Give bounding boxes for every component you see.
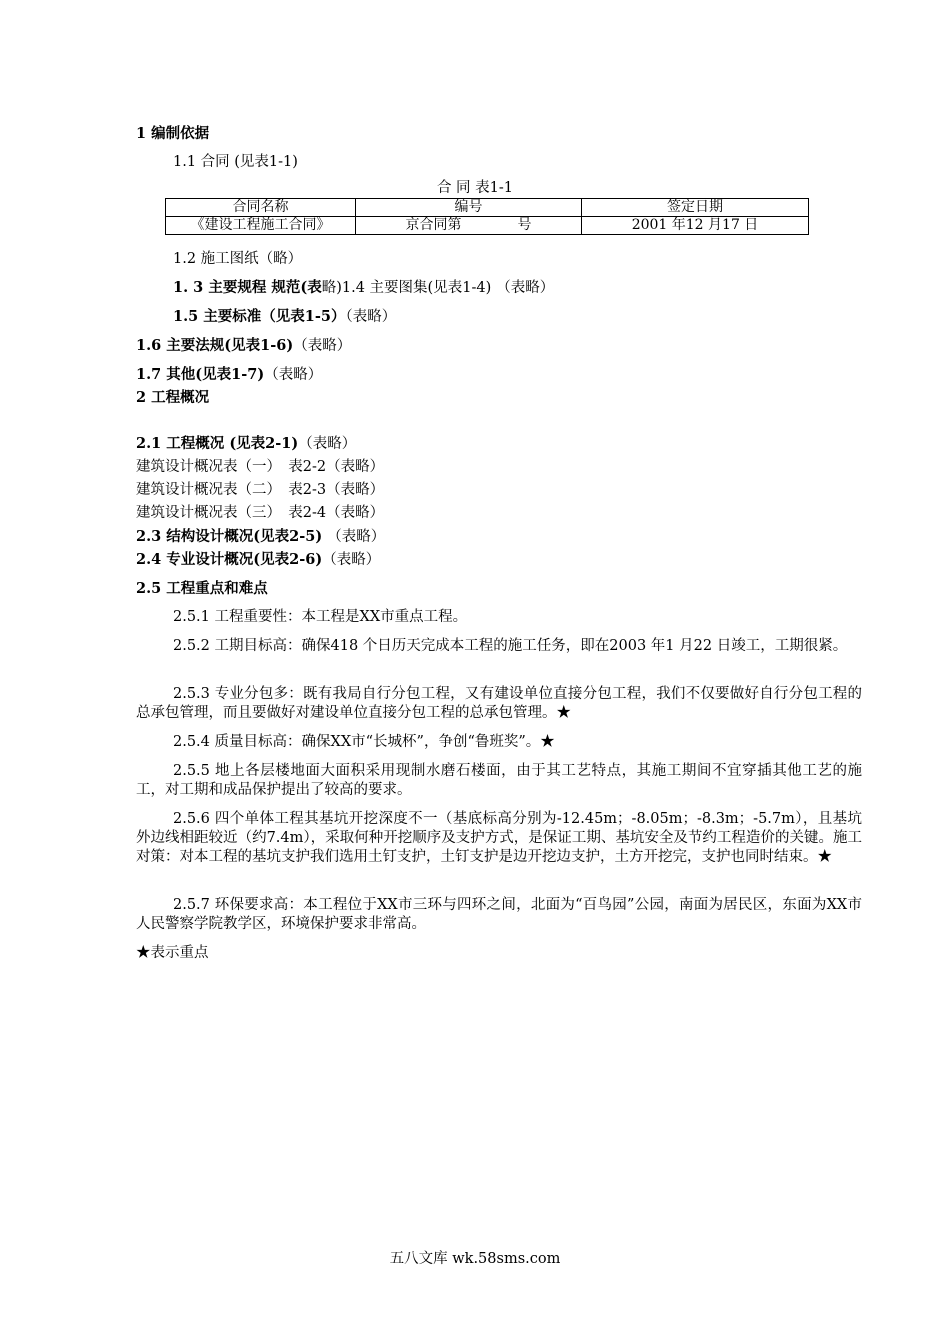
heading-2-4-text: 2.4 专业设计概况(见表2-6) <box>136 551 323 568</box>
heading-2-1-note: （表略） <box>298 436 357 452</box>
heading-1-7-note: （表略） <box>264 367 323 383</box>
paragraph-2-5-6: 2.5.6 四个单体工程其基坑开挖深度不一（基底标高分别为-12.45m；-8.05m；-8.3m；-5.7m），且基坑外边线相距较近（约7.4m），采取何种开挖顺序及支护方式，是保证工期、基坑安全及节约工程造价的关键。施工对策：对本工程的基坑支护我们选用土钉支护，土钉支护是边开挖边支护，土方开挖完，支护也同时结束。★ <box>136 811 862 865</box>
arch-summary-1: 建筑设计概况表（一） 表2-2（表略） <box>136 459 385 475</box>
heading-1-2: 1.2 施工图纸（略） <box>173 251 303 267</box>
heading-2-1-text: 2.1 工程概况 (见表2-1) <box>136 435 299 452</box>
paragraph-2-5-2: 2.5.2 工期目标高：确保418 个日历天完成本工程的施工任务，即在2003 年1 月22 日竣工，工期很紧。 <box>173 638 848 654</box>
heading-2-3-note: （表略） <box>327 529 386 545</box>
heading-1-5-note: （表略） <box>345 309 397 325</box>
table-caption: 合 同 表1-1 <box>436 180 514 196</box>
heading-1-3-mid: 略)1.4 主要图集(见表1-4) <box>321 280 492 296</box>
heading-2-3-text: 2.3 结构设计概况(见表2-5) <box>136 528 323 545</box>
arch-summary-2: 建筑设计概况表（二） 表2-3（表略） <box>136 482 385 498</box>
heading-1-3 <box>173 279 554 297</box>
contract-table <box>165 198 809 235</box>
footer-watermark: 五八文库 wk.58sms.com <box>389 1251 561 1267</box>
heading-2: 2 工程概况 <box>136 389 210 406</box>
heading-1-7 <box>136 366 322 384</box>
legend-note: ★表示重点 <box>136 945 209 961</box>
heading-1-1: 1.1 合同 (见表1-1) <box>173 154 298 170</box>
heading-2-4 <box>136 551 380 569</box>
table-cell: 2001 年12 月17 日 <box>582 217 809 235</box>
heading-2-3 <box>136 528 385 546</box>
heading-1-6 <box>136 337 351 355</box>
table-row <box>166 217 809 235</box>
heading-2-1 <box>136 435 356 453</box>
arch-summary-3: 建筑设计概况表（三） 表2-4（表略） <box>136 505 385 521</box>
heading-1-6-note: （表略） <box>293 338 352 354</box>
heading-1-6-text: 1.6 主要法规(见表1-6) <box>136 337 294 354</box>
table-cell: 京合同第 号 <box>356 217 582 235</box>
table-header-cell: 编号 <box>356 199 582 217</box>
heading-1-3-note: （表略） <box>496 280 555 296</box>
heading-1-7-text: 1.7 其他(见表1-7) <box>136 366 265 383</box>
heading-1: 1 编制依据 <box>136 125 210 142</box>
heading-1-3-text: 1. 3 主要规程 规范(表 <box>173 279 322 296</box>
table-cell: 《建设工程施工合同》 <box>166 217 356 235</box>
paragraph-2-5-3: 2.5.3 专业分包多：既有我局自行分包工程，又有建设单位直接分包工程，我们不仅要做好自行分包工程的总承包管理，而且要做好对建设单位直接分包工程的总承包管理。★ <box>136 686 862 721</box>
heading-2-4-note: （表略） <box>322 552 381 568</box>
heading-1-5 <box>173 308 396 326</box>
table-header-cell: 签定日期 <box>582 199 809 217</box>
heading-1-5-text: 1.5 主要标准（见表1-5） <box>173 308 346 325</box>
paragraph-2-5-1: 2.5.1 工程重要性：本工程是XX市重点工程。 <box>173 609 468 625</box>
paragraph-2-5-4: 2.5.4 质量目标高：确保XX市“长城杯”，争创“鲁班奖”。★ <box>173 734 555 750</box>
table-header-cell: 合同名称 <box>166 199 356 217</box>
paragraph-2-5-5: 2.5.5 地上各层楼地面大面积采用现制水磨石楼面，由于其工艺特点，其施工期间不宜穿插其他工艺的施工，对工期和成品保护提出了较高的要求。 <box>136 763 862 798</box>
table-header-row <box>166 199 809 217</box>
paragraph-2-5-7: 2.5.7 环保要求高：本工程位于XX市三环与四环之间，北面为“百鸟园”公园，南面为居民区，东面为XX市人民警察学院教学区，环境保护要求非常高。 <box>136 897 862 932</box>
heading-2-5: 2.5 工程重点和难点 <box>136 580 268 597</box>
